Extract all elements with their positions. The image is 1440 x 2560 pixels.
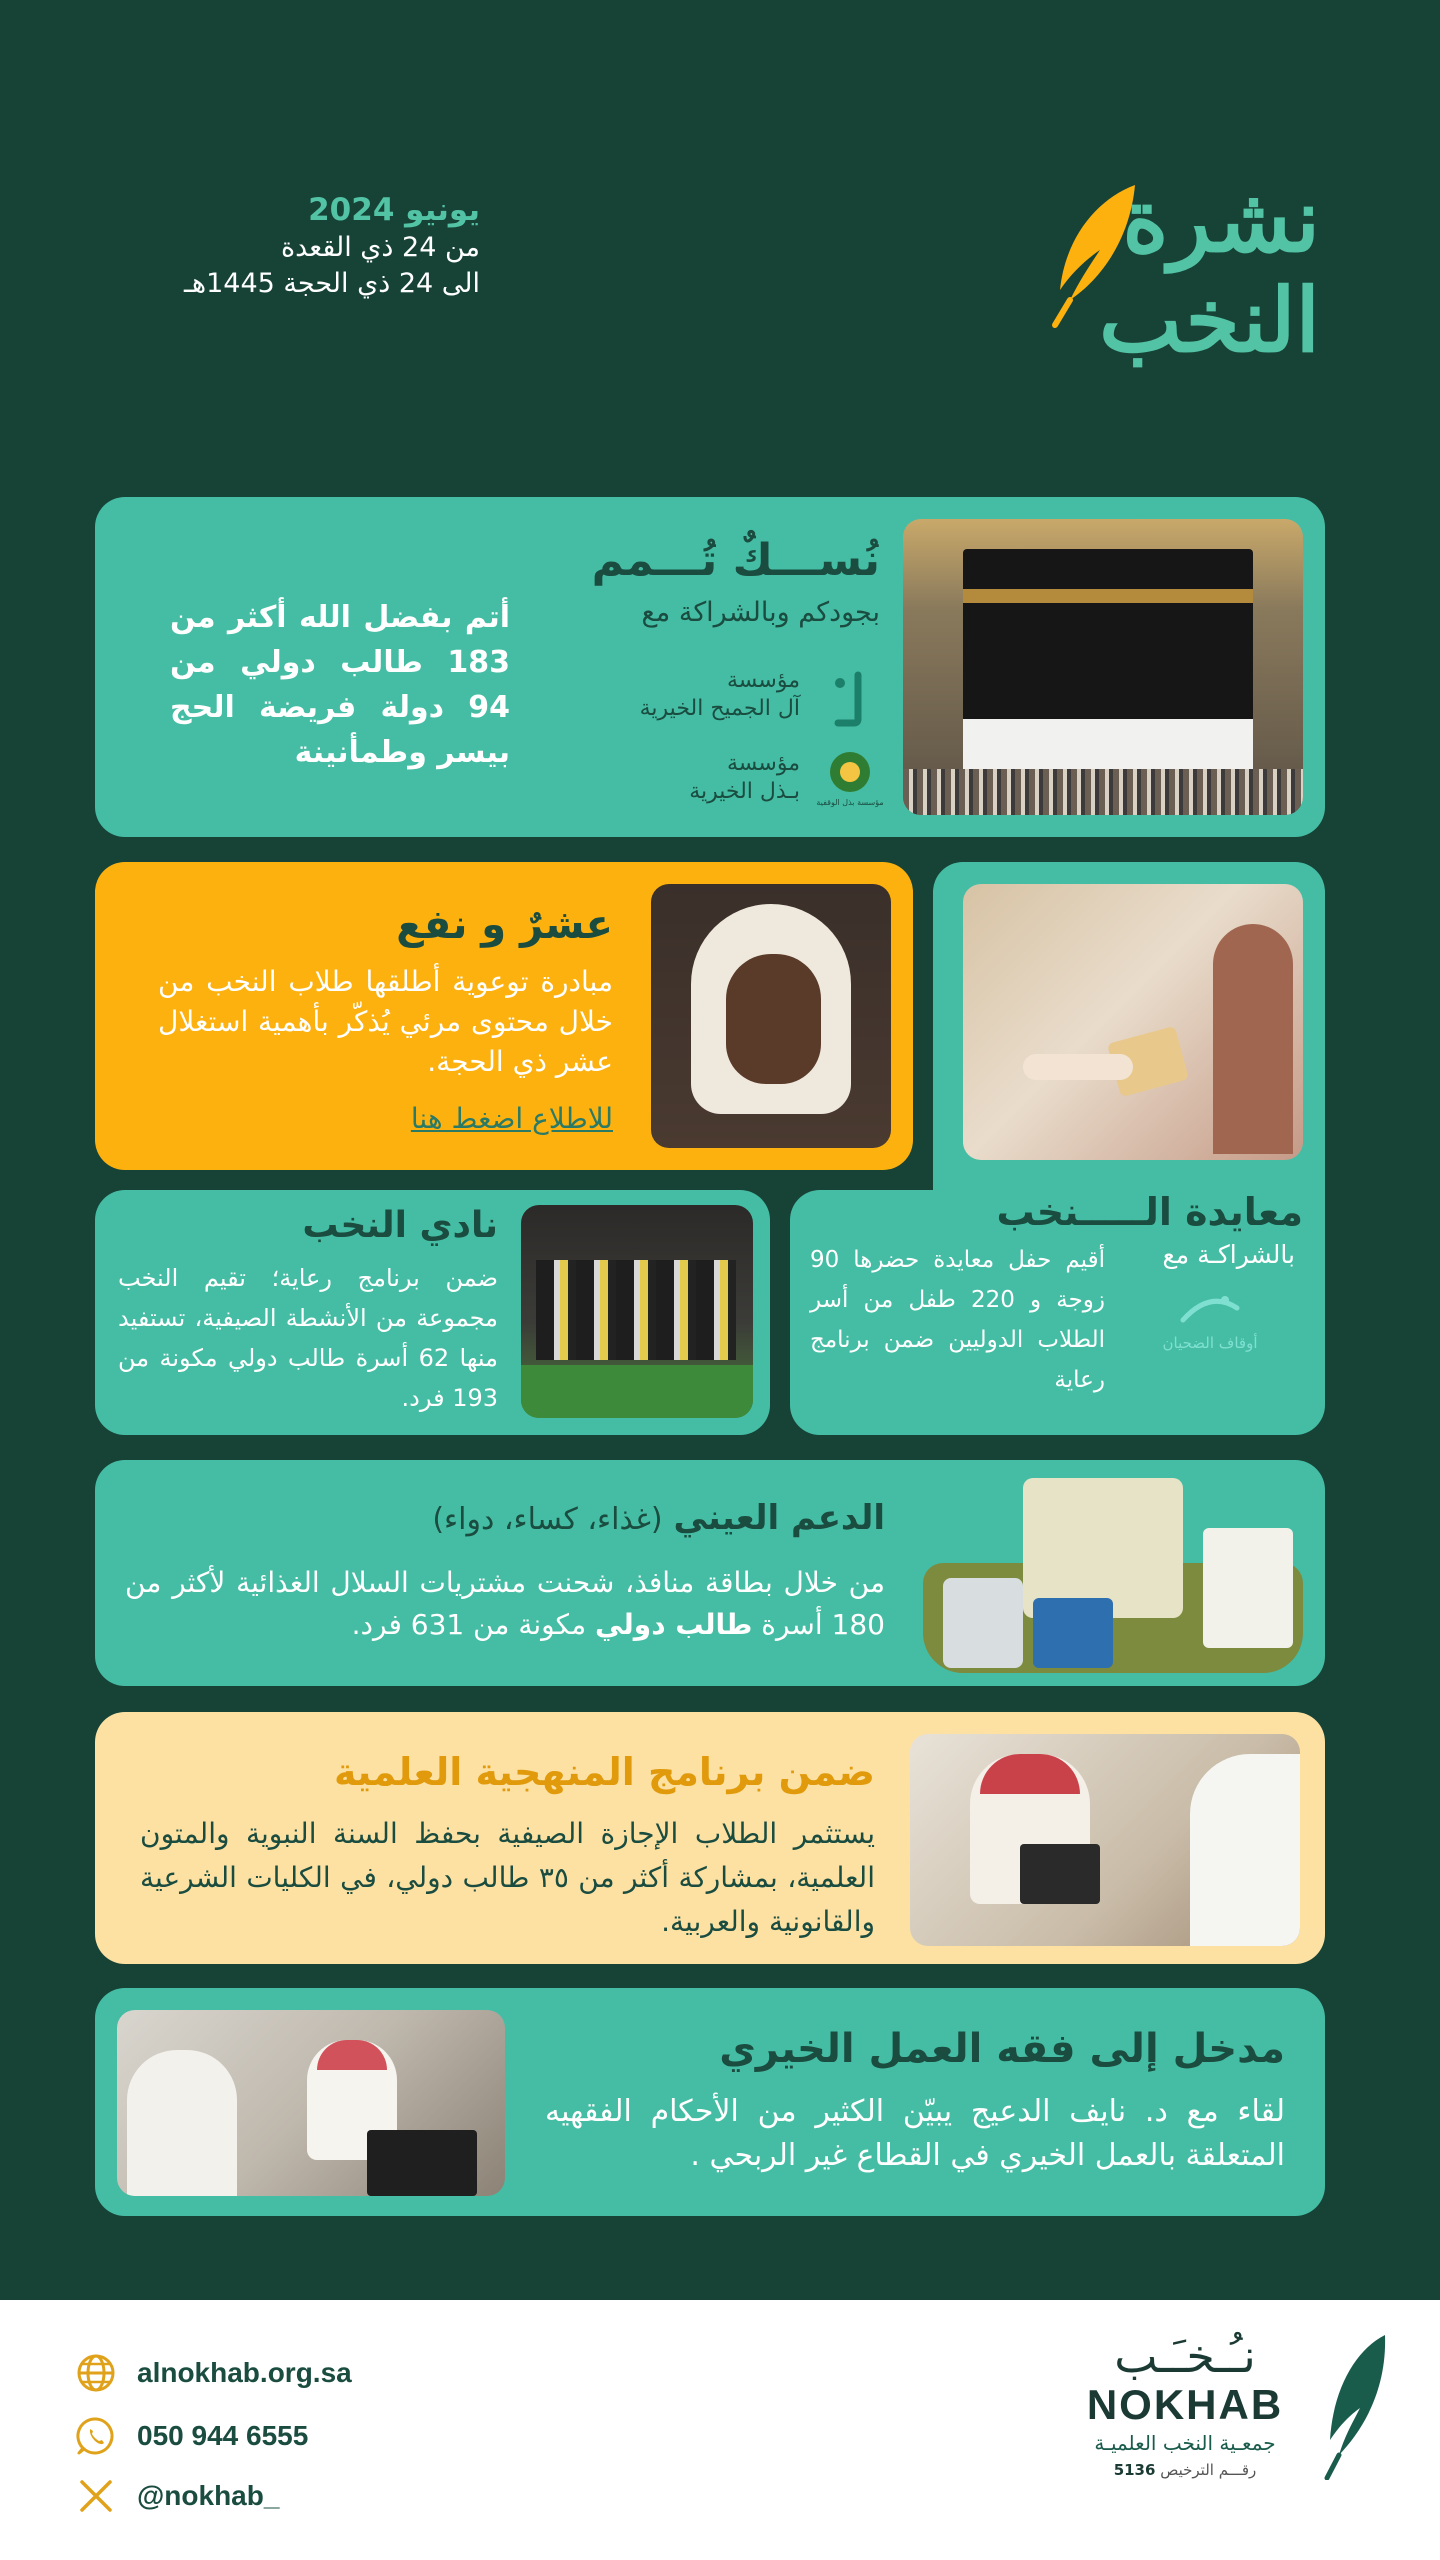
eid-gift-photo	[963, 884, 1303, 1160]
website-text[interactable]: alnokhab.org.sa	[137, 2357, 352, 2388]
awqaf-logo: أوقاف الضحيان	[1150, 1290, 1270, 1385]
speaker-photo	[651, 884, 891, 1148]
logo-english: NOKHAB	[1086, 2381, 1284, 2428]
aid-heading	[432, 1498, 885, 1538]
nokhab-logo	[1065, 2330, 1305, 2482]
aid-title-note: (غذاء، كساء، دواء)	[432, 1502, 663, 1537]
badhl-logo: مؤسسة بذل الوقفية	[815, 750, 885, 810]
aid-title: الدعم العيني	[673, 1498, 885, 1538]
hajj-title: نُســـكٌ تُـــمم	[591, 535, 880, 586]
logo-quill	[1315, 2330, 1395, 2480]
twitter-contact[interactable]	[75, 2475, 279, 2517]
fiqh-title: مدخل إلى فقه العمل الخيري	[719, 2026, 1285, 2072]
club-body: ضمن برنامج رعاية؛ تقيم النخب مجموعة من الأنشطة الصيفية، تستفيد منها 62 أسرة طالب دولي مكونة من 193 فرد.	[118, 1264, 498, 1412]
hajj-subtitle: بجودكم وبالشراكة مع	[641, 597, 880, 628]
hajj-body: أتم بفضل الله أكثر من 183 طالب دولي من 94 دولة فريضة الحج بيسر وطمأنينة	[170, 600, 510, 770]
partner2-name: مؤسسة بـذل الخيرية	[689, 751, 800, 804]
ashr-link[interactable]: للاطلاع اضغط هنا	[410, 1102, 613, 1135]
issue-date	[150, 190, 480, 302]
license: رقـــم الترخيص 5136	[1113, 2461, 1257, 2479]
ashr-title: عشرٌ و نفع	[396, 902, 613, 948]
eid-partner-label: بالشراكـة مع	[1162, 1240, 1295, 1269]
club-card	[95, 1190, 770, 1435]
quill-icon	[1315, 2330, 1395, 2480]
ashr-card	[95, 862, 913, 1170]
website-contact[interactable]	[75, 2352, 352, 2394]
phone-contact[interactable]	[75, 2415, 308, 2457]
study-photo	[910, 1734, 1300, 1946]
program-card	[95, 1712, 1325, 1964]
club-team-photo	[521, 1205, 753, 1418]
eid-body: أقيم حفل معايدة حضرها 90 زوجة و 220 طفل من أسر الطلاب الدوليين ضمن برنامج رعاية	[810, 1247, 1105, 1393]
aid-body: من خلال بطاقة منافذ، شحنت مشتريات السلال الغذائية لأكثر من 180 أسرة طالب دولي مكونة من 631 فرد.	[125, 1566, 885, 1641]
ashr-body: مبادرة توعوية أطلقها طلاب النخب من خلال محتوى مرئي يُذكّر بأهمية استغلال عشر ذي الحجة.	[158, 965, 613, 1078]
hajj-card	[95, 497, 1325, 837]
x-twitter-icon	[75, 2475, 117, 2517]
footer	[0, 2300, 1440, 2560]
title-line-1: نشرة	[1122, 168, 1320, 272]
aljumaih-logo	[818, 667, 880, 729]
title-line-2: النخب	[1098, 268, 1320, 372]
date-range-from: من 24 ذي القعدة	[280, 232, 480, 263]
food-basket-image	[913, 1468, 1323, 1683]
newsletter-title	[1099, 170, 1320, 370]
issue-month: يونيو 2024	[308, 192, 480, 228]
globe-icon	[75, 2352, 117, 2394]
org-name: جمعـية النخب العلميـة	[1094, 2431, 1276, 2455]
whatsapp-icon	[75, 2415, 117, 2457]
eid-title: معايدة الـــــنخب	[996, 1190, 1303, 1234]
date-range-to: الى 24 ذي الحجة 1445هـ	[183, 268, 480, 299]
fiqh-body: لقاء مع د. نايف الدعيج يبيّن الكثير من الأحكام الفقهيه المتعلقة بالعمل الخيري في القطاع غير الربحي .	[545, 2094, 1285, 2173]
fiqh-card	[95, 1988, 1325, 2216]
eid-card	[790, 1190, 1325, 1435]
aid-card	[95, 1460, 1325, 1686]
twitter-text[interactable]: @nokhab_	[137, 2480, 280, 2511]
phone-text[interactable]: 050 944 6555	[137, 2420, 309, 2451]
club-title: نادي النخب	[302, 1205, 498, 1246]
program-body: يستثمر الطلاب الإجازة الصيفية بحفظ السنة النبوية والمتون العلمية، بمشاركة أكثر من ٣٥ طالب دولي، في الكليات الشرعية والقانونية والعربية.	[140, 1817, 875, 1938]
partner1-name: مؤسسة آل الجميح الخيرية	[639, 668, 800, 721]
program-title: ضمن برنامج المنهجية العلمية	[333, 1750, 875, 1794]
kaaba-photo	[903, 519, 1303, 815]
logo-arabic: نـُـخـَـب	[1114, 2329, 1256, 2383]
lecture-photo	[117, 2010, 505, 2196]
newsletter-masthead	[1000, 170, 1320, 450]
